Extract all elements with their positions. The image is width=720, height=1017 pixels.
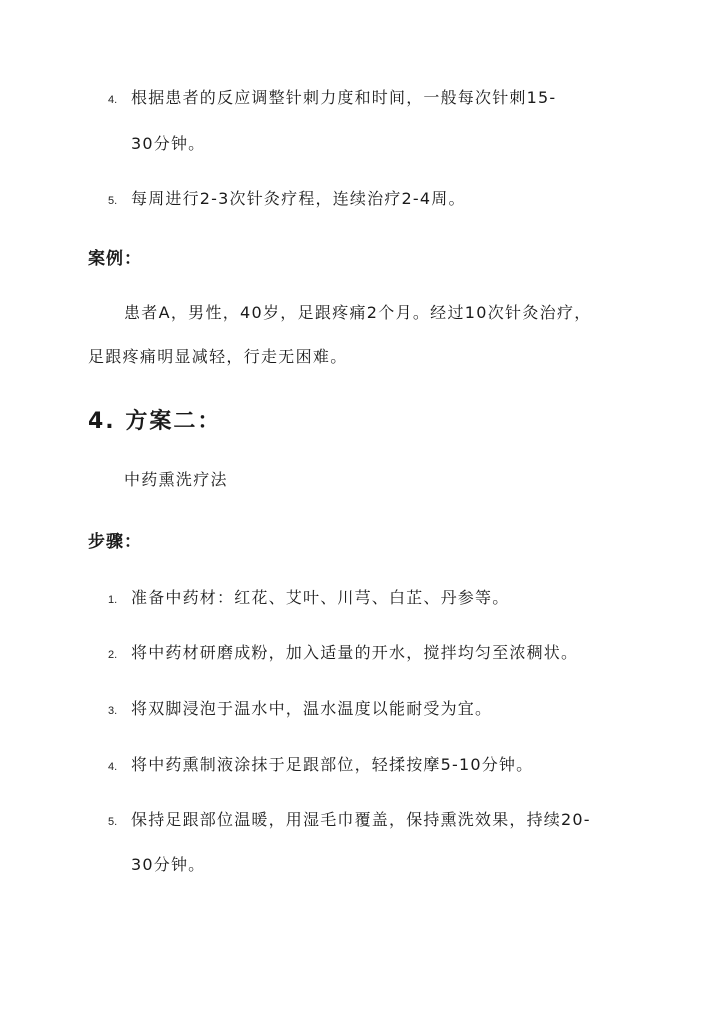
list-text-continuation: 30分钟。 [131, 134, 206, 153]
list-number: 2. [108, 649, 118, 661]
list-number: 5. [108, 195, 118, 207]
section-heading: 4. 方案二： [88, 409, 222, 434]
list-number: 4. [108, 761, 118, 773]
list-text: 准备中药材：红花、艾叶、川芎、白芷、丹参等。 [131, 588, 510, 607]
case-text-line1: 患者A，男性，40岁，足跟疼痛2个月。经过10次针灸治疗， [124, 303, 592, 322]
list-text: 将双脚浸泡于温水中，温水温度以能耐受为宜。 [131, 699, 493, 718]
list-number: 3. [108, 705, 118, 717]
list-text: 根据患者的反应调整针刺力度和时间，一般每次针刺15- [131, 88, 557, 107]
list-text: 将中药材研磨成粉，加入适量的开水，搅拌均匀至浓稠状。 [131, 643, 579, 662]
list-number: 5. [108, 816, 118, 828]
list-number: 1. [108, 594, 118, 606]
list-text: 将中药熏制液涂抹于足跟部位，轻揉按摩5-10分钟。 [131, 755, 534, 774]
method-name: 中药熏洗疗法 [124, 470, 228, 489]
list-text: 保持足跟部位温暖，用湿毛巾覆盖，保持熏洗效果，持续20- [131, 810, 591, 829]
case-label: 案例： [88, 249, 142, 269]
list-text: 每周进行2-3次针灸疗程，连续治疗2-4周。 [131, 189, 466, 208]
steps-label: 步骤： [88, 532, 142, 552]
list-text-continuation: 30分钟。 [131, 855, 206, 874]
case-text-line2: 足跟疼痛明显减轻，行走无困难。 [88, 347, 348, 366]
list-number: 4. [108, 94, 118, 106]
